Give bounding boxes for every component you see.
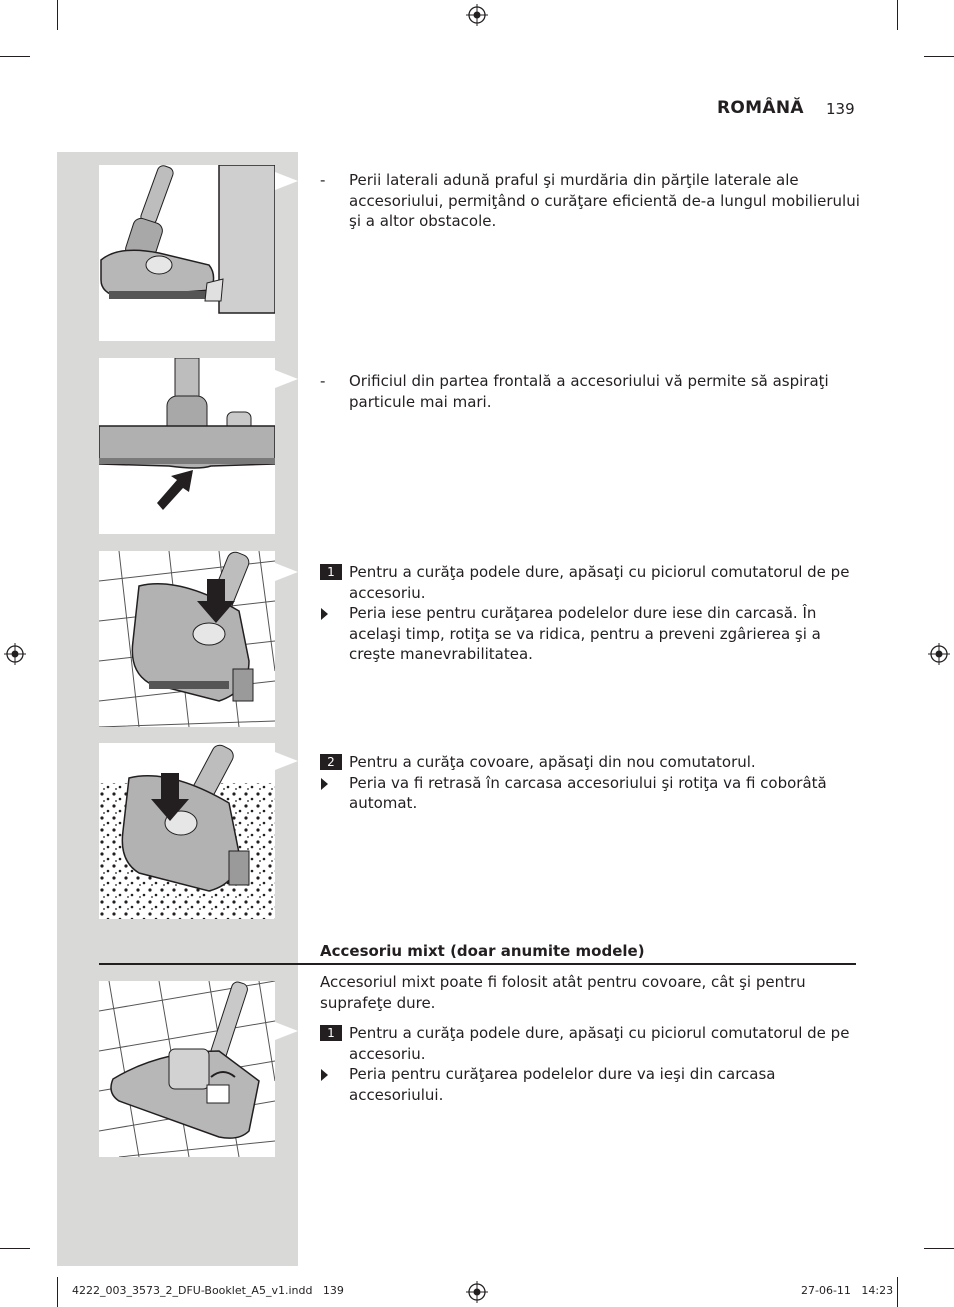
step-carpets [320,752,860,814]
illustration-mixed-nozzle [99,981,275,1157]
step-text: Pentru a curăţa podele dure, apăsaţi cu piciorul comutatorul de pe accesoriu. [349,1024,850,1063]
crop-mark [924,56,954,57]
section-divider [99,963,856,965]
illustration-side-brushes [99,165,275,341]
step-hard-floors [320,562,860,665]
bullet-front-opening [320,371,860,412]
footer-file-info: 4222_003_3573_2_DFU-Booklet_A5_v1.indd 139 [72,1284,344,1297]
result-arrow-icon [321,608,328,620]
step-number: 2 [320,754,342,770]
crop-mark [897,1277,898,1307]
illustration-pointer [275,563,298,581]
bullet-side-brushes [320,170,860,232]
crop-mark [0,1248,30,1249]
step-text: Pentru a curăţa podele dure, apăsaţi cu piciorul comutatorul de pe accesoriu. [349,563,850,602]
crop-mark [897,0,898,30]
page-number: 139 [826,100,855,118]
crop-mark [0,56,30,57]
result-arrow-icon [321,1069,328,1081]
result-text: Peria iese pentru curăţarea podelelor dure iese din carcasă. În acelaşi timp, rotiţa se va ridica, pentru a preveni zgârierea şi a creşte manevrabilitatea. [349,604,821,663]
illustration-pointer [275,1022,298,1040]
result-arrow-icon [321,778,328,790]
illustration-pointer [275,370,298,388]
illustration-pointer [275,752,298,770]
mixed-section-content [320,972,860,1105]
crop-mark [57,0,58,30]
illustration-hard-floor-switch [99,551,275,727]
illustration-carpet-switch [99,743,275,919]
bullet-text: Perii laterali adună praful şi murdăria din părţile laterale ale accesoriului, permiţând o curăţare eficientă de-a lungul mobilierului şi a altor obstacole. [349,171,860,230]
result-text: Peria va fi retrasă în carcasa accesoriului şi rotiţa va fi coborâtă automat. [349,773,827,812]
step-number: 1 [320,564,342,580]
registration-mark-icon [466,1281,488,1303]
section-intro: Accesoriul mixt poate fi folosit atât pentru covoare, cât şi pentru suprafeţe dure. [320,973,806,1012]
registration-mark-icon [466,4,488,26]
registration-mark-icon [4,643,26,665]
section-title: Accesoriu mixt (doar anumite modele) [320,942,645,960]
bullet-text: Orificiul din partea frontală a accesoriului vă permite să aspiraţi particule mai mari. [349,372,829,411]
illustration-front-opening [99,358,275,534]
illustration-pointer [275,172,298,190]
crop-mark [924,1248,954,1249]
result-text: Peria pentru curăţarea podelelor dure va ieşi din carcasa accesoriului. [349,1065,776,1104]
footer-datetime: 27-06-11 14:23 [801,1284,894,1297]
bullet-dash: - [320,171,326,189]
page-language-title: ROMÂNĂ [717,98,804,118]
step-number: 1 [320,1025,342,1041]
step-text: Pentru a curăţa covoare, apăsaţi din nou comutatorul. [349,753,756,771]
bullet-dash: - [320,372,326,390]
crop-mark [57,1277,58,1307]
registration-mark-icon [928,643,950,665]
